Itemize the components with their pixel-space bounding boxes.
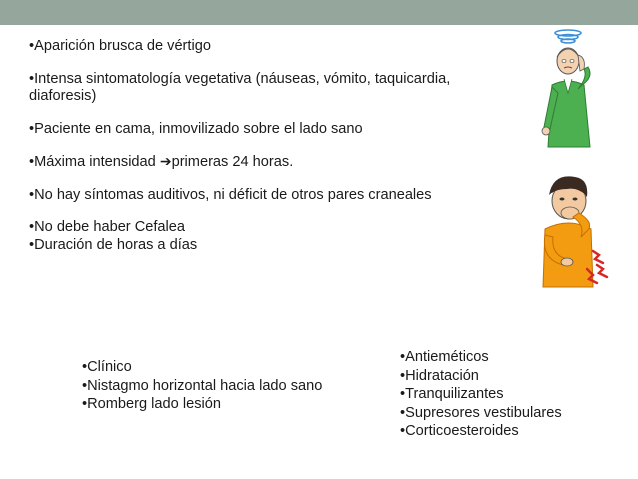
list-item: •Hidratación — [400, 367, 479, 384]
title-bar — [0, 0, 638, 25]
symptom-list — [29, 38, 509, 269]
list-item: •Nistagmo horizontal hacia lado sano — [82, 377, 323, 394]
list-item: •No debe haber Cefalea — [29, 219, 186, 235]
intensity-label: •Máxima intensidad — [29, 154, 160, 170]
treatment-list — [400, 348, 620, 441]
list-item: •Tranquilizantes — [400, 386, 504, 402]
list-item: •Supresores vestibulares — [400, 404, 562, 421]
right-arrow-icon: ➔ — [159, 153, 172, 169]
nauseous-person-illustration — [533, 169, 613, 291]
list-item: •Paciente en cama, inmovilizado sobre el lado sano — [29, 120, 363, 137]
intensity-value: primeras 24 horas. — [171, 154, 294, 170]
list-item: •Duración de horas a días — [29, 236, 198, 253]
list-item: •Clínico — [82, 359, 132, 375]
diagnosis-list — [82, 358, 372, 414]
list-item — [29, 153, 509, 172]
list-item: •Antieméticos — [400, 349, 489, 365]
list-item: •Corticoesteroides — [400, 423, 519, 439]
list-item: •Aparición brusca de vértigo — [29, 38, 211, 54]
list-item: •Intensa sintomatología vegetativa (náuseas, vómito, taquicardia, diaforesis) — [29, 70, 451, 104]
list-item: •Romberg lado lesión — [82, 396, 221, 412]
list-item: •No hay síntomas auditivos, ni déficit de otros pares craneales — [29, 186, 432, 203]
dizzy-person-illustration — [534, 27, 610, 153]
